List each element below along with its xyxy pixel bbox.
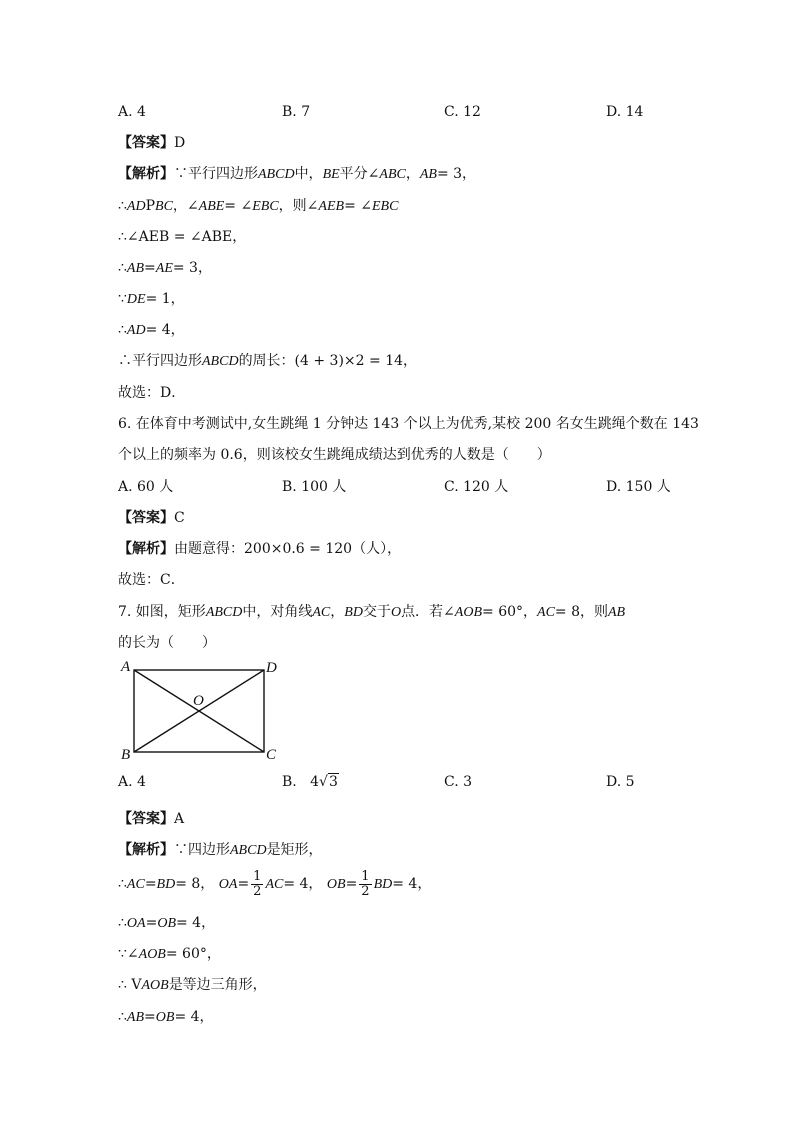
math: AEB: [318, 199, 345, 214]
q7-analysis-line-3: [118, 913, 215, 934]
text: =: [237, 876, 250, 892]
q5-analysis-line-7: [118, 351, 417, 372]
text: = 1，: [145, 291, 185, 307]
q5-conclusion: 故选：D．: [118, 385, 186, 401]
math: O: [390, 605, 402, 620]
math: AB: [608, 605, 626, 620]
fraction-half: [359, 870, 371, 899]
sqrt-icon: √: [319, 774, 328, 790]
analysis-label: 【解析】: [118, 842, 174, 858]
q6-option-c: C. 120 人: [444, 479, 509, 495]
q7-analysis-line-2: [118, 868, 431, 901]
text: = 60°，: [482, 604, 538, 620]
text: 的周长：(4 + 3)×2 = 14，: [238, 353, 418, 369]
math: DE: [126, 292, 146, 307]
q5-analysis-line-6: [118, 320, 185, 341]
answer-value: D: [174, 135, 186, 151]
q5-answer: [118, 133, 185, 153]
text: ，: [405, 166, 420, 182]
text: = 8，: [175, 876, 215, 892]
math: OB: [157, 916, 176, 931]
text: = 3，: [436, 166, 477, 182]
text: ∵四边形: [174, 842, 230, 858]
q6-conclusion: 故选：C．: [118, 572, 185, 588]
text: 是等边三角形，: [168, 977, 267, 993]
math: EBC: [371, 199, 399, 214]
text: = 8，则: [554, 604, 608, 620]
q7-analysis-line-1: [118, 840, 323, 861]
text: P: [145, 198, 156, 214]
math: BC: [155, 199, 173, 214]
q5-option-c: C. 12: [444, 104, 481, 120]
text: =: [345, 876, 358, 892]
math: AD: [126, 323, 146, 338]
text: ∴: [118, 1009, 127, 1025]
math: 4: [310, 774, 320, 790]
q7-option-a: A. 4: [118, 774, 146, 790]
q5-analysis-line-1: [118, 164, 476, 185]
q7-answer: [118, 809, 184, 829]
label-o: O: [193, 693, 204, 709]
text: ∵平行四边形: [174, 166, 258, 182]
text: = 3，: [172, 260, 212, 276]
q7-analysis-line-4: [118, 944, 221, 965]
math: BD: [344, 605, 363, 620]
text: 7. 如图，矩形: [118, 604, 206, 620]
text: ∴: [118, 198, 127, 214]
text: 交于: [362, 604, 391, 620]
text: =: [144, 1009, 156, 1025]
text: =: [145, 915, 158, 931]
q5-analysis-line-3: ∴∠AEB = ∠ABE，: [118, 229, 247, 245]
math: OB: [155, 1010, 175, 1025]
q6-analysis: [118, 539, 401, 559]
label-d: D: [266, 660, 277, 676]
q5-option-d: D. 14: [606, 104, 644, 120]
math: AC: [265, 877, 284, 892]
math: OA: [218, 877, 238, 892]
radicand: 3: [328, 774, 338, 790]
math: AB: [126, 261, 145, 276]
math: AC: [312, 605, 331, 620]
math: ABCD: [230, 843, 267, 858]
text: = 4，: [176, 915, 216, 931]
text: ∵∠: [118, 946, 139, 962]
text: = 60°，: [165, 946, 221, 962]
text: 中，: [294, 166, 323, 182]
q7-option-b: [282, 772, 339, 792]
q7-stem-line-1: [118, 602, 625, 623]
math: BD: [156, 877, 176, 892]
text: 是矩形，: [266, 842, 323, 858]
math: AOB: [138, 947, 166, 962]
math: AE: [155, 261, 173, 276]
q5-option-b: B. 7: [282, 104, 311, 120]
q7-option-d: D. 5: [606, 774, 635, 790]
q7-stem-line-2: 的长为（ ）: [118, 635, 216, 651]
math: AOB: [141, 978, 169, 993]
q6-option-a: A. 60 人: [118, 479, 174, 495]
answer-value: C: [174, 510, 185, 526]
text: ∴: [118, 322, 127, 338]
q5-analysis-line-2: [118, 196, 398, 217]
text: ∴ V: [118, 977, 142, 993]
q7-option-c: C. 3: [444, 774, 473, 790]
math: BD: [373, 877, 393, 892]
math: ABC: [379, 167, 406, 182]
fraction-half: [251, 870, 263, 899]
text: = 4，: [283, 876, 323, 892]
math: AB: [419, 167, 437, 182]
option-letter: B.: [282, 774, 297, 790]
text: = 4，: [145, 322, 185, 338]
math: AOB: [454, 605, 483, 620]
text: ∵: [118, 291, 127, 307]
text: = 4，: [174, 1009, 214, 1025]
q6-stem-line-1: 6. 在体育中考测试中,女生跳绳 1 分钟达 143 个以上为优秀,某校 200 名女生跳绳个数在 143: [118, 416, 699, 432]
q5-analysis-line-5: [118, 289, 185, 310]
answer-label: 【答案】: [118, 510, 174, 526]
denominator: 2: [361, 883, 370, 899]
text: =: [144, 260, 156, 276]
text: 点．若∠: [401, 604, 455, 620]
math: BE: [322, 167, 340, 182]
q6-option-d: D. 150 人: [606, 479, 671, 495]
text: 平分∠: [339, 166, 380, 182]
label-a: A: [121, 659, 131, 675]
math: AC: [126, 877, 145, 892]
text: ∴: [118, 915, 127, 931]
text: ∴: [118, 260, 127, 276]
math: AC: [537, 605, 555, 620]
analysis-label: 【解析】: [118, 166, 174, 182]
answer-label: 【答案】: [118, 811, 174, 827]
math: EBC: [252, 199, 279, 214]
answer-label: 【答案】: [118, 135, 174, 151]
rectangle-abcd-figure: [112, 656, 284, 762]
text: ，: [330, 604, 345, 620]
text: ∴: [118, 876, 127, 892]
text: ∴平行四边形: [118, 353, 202, 369]
text: ，则∠: [278, 198, 319, 214]
analysis-label: 【解析】: [118, 541, 174, 557]
math: OA: [126, 916, 146, 931]
text: 中，对角线: [242, 604, 313, 620]
math: ABE: [198, 199, 225, 214]
label-b: B: [121, 747, 131, 762]
math: OB: [326, 877, 346, 892]
q6-stem-line-2: 个以上的频率为 0.6，则该校女生跳绳成绩达到优秀的人数是（ ）: [118, 447, 551, 463]
text: ，∠: [172, 198, 199, 214]
math: ABCD: [202, 354, 239, 369]
text: = ∠: [224, 198, 253, 214]
q5-analysis-line-4: [118, 258, 212, 279]
q6-answer: [118, 508, 185, 528]
math: ABCD: [205, 605, 243, 620]
q7-analysis-line-5: [118, 975, 267, 996]
denominator: 2: [253, 883, 262, 899]
text: =: [144, 876, 157, 892]
analysis-text: 由题意得：200×0.6 = 120（人），: [174, 541, 402, 557]
q7-analysis-line-6: [118, 1007, 214, 1028]
math: AB: [126, 1010, 145, 1025]
text: = 4，: [392, 876, 432, 892]
text: = ∠: [344, 198, 372, 214]
numerator: 1: [253, 868, 262, 884]
math: AD: [126, 199, 146, 214]
q6-option-b: B. 100 人: [282, 479, 347, 495]
answer-value: A: [174, 811, 185, 827]
label-c: C: [266, 747, 277, 762]
math: ABCD: [258, 167, 295, 182]
numerator: 1: [361, 868, 370, 884]
q5-option-a: A. 4: [118, 104, 146, 120]
